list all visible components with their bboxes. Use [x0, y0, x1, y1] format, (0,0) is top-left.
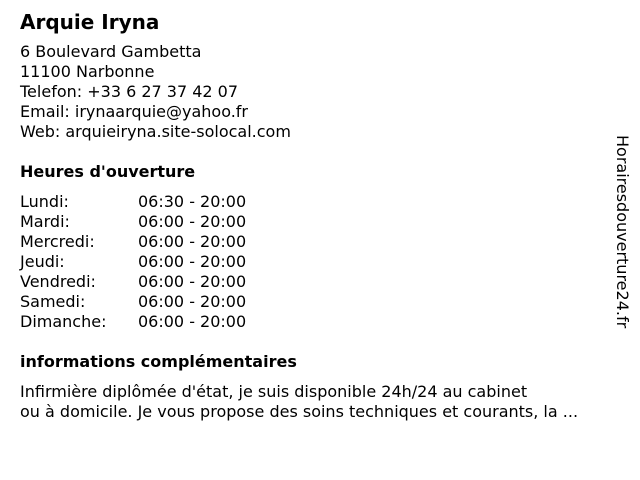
hours-row-saturday — [20, 292, 620, 312]
hours-row-wednesday — [20, 232, 620, 252]
hours-row-friday — [20, 272, 620, 292]
day-label: Samedi: — [20, 292, 86, 311]
day-label: Mardi: — [20, 212, 70, 231]
time-range: 06:00 - 20:00 — [138, 212, 247, 231]
time-range: 06:00 - 20:00 — [138, 252, 247, 271]
hours-row-tuesday — [20, 212, 620, 232]
site-watermark: Horairesdouverture24.fr — [613, 135, 632, 329]
time-range: 06:30 - 20:00 — [138, 192, 247, 211]
day-label: Vendredi: — [20, 272, 96, 291]
day-label: Jeudi: — [20, 252, 65, 271]
day-label: Mercredi: — [20, 232, 95, 251]
info-line-2: ou à domicile. Je vous propose des soins techniques et courants, la ... — [20, 402, 579, 421]
info-line-1: Infirmière diplômée d'état, je suis disponible 24h/24 au cabinet — [20, 382, 528, 401]
info-section-title: informations complémentaires — [20, 352, 297, 371]
hours-row-monday — [20, 192, 620, 212]
website-line[interactable]: Web: arquieiryna.site-solocal.com — [20, 122, 291, 141]
phone-line[interactable]: Telefon: +33 6 27 37 42 07 — [20, 82, 239, 101]
time-range: 06:00 - 20:00 — [138, 272, 247, 291]
hours-section-title: Heures d'ouverture — [20, 162, 196, 181]
info-description — [20, 382, 635, 422]
business-name: Arquie Iryna — [20, 10, 160, 34]
address-line-2: 11100 Narbonne — [20, 62, 155, 81]
day-label: Lundi: — [20, 192, 69, 211]
hours-table — [20, 192, 620, 332]
hours-row-thursday — [20, 252, 620, 272]
address-line-1: 6 Boulevard Gambetta — [20, 42, 202, 61]
email-line[interactable]: Email: irynaarquie@yahoo.fr — [20, 102, 248, 121]
time-range: 06:00 - 20:00 — [138, 292, 247, 311]
day-label: Dimanche: — [20, 312, 107, 331]
time-range: 06:00 - 20:00 — [138, 232, 247, 251]
time-range: 06:00 - 20:00 — [138, 312, 247, 331]
hours-row-sunday — [20, 312, 620, 332]
business-card — [20, 10, 620, 422]
